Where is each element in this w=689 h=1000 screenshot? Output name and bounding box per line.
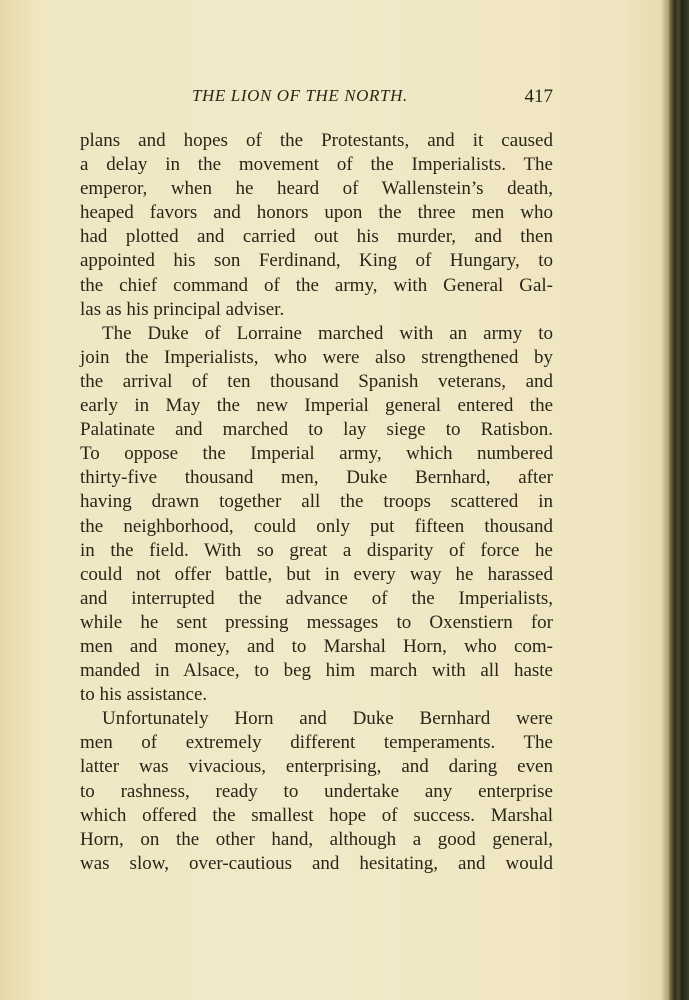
paragraph-start-line: The Duke of Lorraine marched with an army to [102, 322, 553, 344]
running-title: THE LION OF THE NORTH. [192, 86, 408, 105]
text-line: the neighborhood, could only put fifteen thousand [80, 515, 553, 537]
text-line: latter was vivacious, enterprising, and daring even [80, 756, 553, 778]
text-line: the arrival of ten thousand Spanish veterans, and [80, 370, 553, 392]
text-line: men and money, and to Marshal Horn, who com- [80, 635, 553, 657]
text-line: thirty-five thousand men, Duke Bernhard, after [80, 467, 553, 489]
text-line: to rashness, ready to undertake any enterprise [80, 780, 553, 802]
text-line: to his assistance. [80, 684, 208, 706]
text-line: early in May the new Imperial general entered the [80, 395, 553, 417]
text-line: had plotted and carried out his murder, and then [80, 226, 553, 248]
text-line: the chief command of the army, with General Gal- [80, 274, 553, 296]
text-line: was slow, over-cautious and hesitating, and would [80, 852, 553, 874]
text-line: heaped favors and honors upon the three men who [80, 202, 553, 224]
book-spine [667, 0, 689, 1000]
text-line: having drawn together all the troops scattered in [80, 491, 553, 513]
text-line: Palatinate and marched to lay siege to Ratisbon. [80, 419, 553, 441]
text-line: join the Imperialists, who were also strengthened by [80, 346, 553, 368]
text-line: which offered the smallest hope of success. Marshal [80, 804, 553, 826]
text-line: in the field. With so great a disparity of force he [80, 539, 553, 561]
text-line: manded in Alsace, to beg him march with all haste [80, 660, 553, 682]
text-line: appointed his son Ferdinand, King of Hungary, to [80, 250, 553, 272]
paragraph-start-line: Unfortunately Horn and Duke Bernhard were [102, 708, 553, 730]
text-line: las as his principal adviser. [80, 298, 285, 320]
text-line: while he sent pressing messages to Oxenstiern for [80, 611, 553, 633]
text-line: and interrupted the advance of the Imperialists, [80, 587, 553, 609]
page-number: 417 [524, 86, 553, 107]
text-line: plans and hopes of the Protestants, and it caused [80, 130, 553, 151]
text-line: To oppose the Imperial army, which numbered [80, 443, 553, 465]
text-line: Horn, on the other hand, although a good general, [80, 828, 553, 850]
text-line: could not offer battle, but in every way he harassed [80, 563, 553, 585]
text-line: men of extremely different temperaments. The [80, 732, 553, 754]
text-line: a delay in the movement of the Imperialists. The [80, 154, 553, 176]
text-line: emperor, when he heard of Wallenstein’s death, [80, 178, 553, 200]
page-header [80, 86, 553, 112]
body-text [80, 129, 553, 876]
